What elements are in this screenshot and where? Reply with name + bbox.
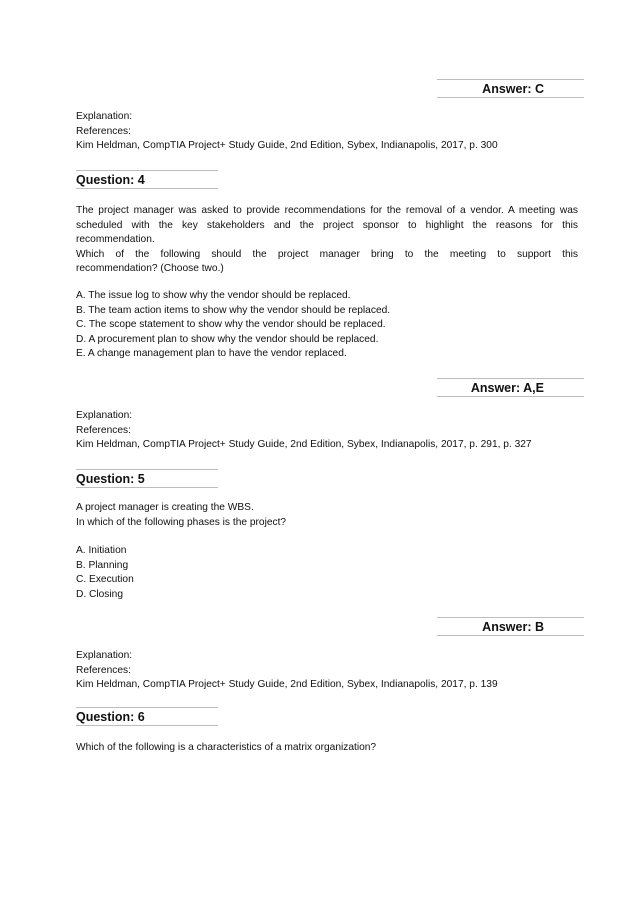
reference-citation: Kim Heldman, CompTIA Project+ Study Guide, 2nd Edition, Sybex, Indianapolis, 2017, p. 139 bbox=[76, 679, 498, 691]
references-heading: References: bbox=[76, 664, 131, 676]
reference-citation: Kim Heldman, CompTIA Project+ Study Guide, 2nd Edition, Sybex, Indianapolis, 2017, p. 300 bbox=[76, 140, 498, 152]
option-d: D. A procurement plan to show why the vendor should be replaced. bbox=[76, 333, 379, 345]
option-a: A. Initiation bbox=[76, 545, 127, 556]
answer-options bbox=[76, 544, 578, 602]
question-stem bbox=[76, 501, 578, 530]
question-title: Question: 5 bbox=[76, 469, 218, 488]
question-stem bbox=[76, 204, 578, 277]
references-heading: References: bbox=[76, 125, 131, 137]
explanation-heading: Explanation: bbox=[76, 650, 133, 661]
option-b: B. Planning bbox=[76, 559, 129, 571]
stem-line: The project manager was asked to provide recommendations for the removal of a vendor. A meeting was bbox=[76, 205, 578, 216]
explanation-heading: Explanation: bbox=[76, 111, 133, 122]
answer-label: Answer: A,E bbox=[437, 378, 584, 397]
reference-citation: Kim Heldman, CompTIA Project+ Study Guide, 2nd Edition, Sybex, Indianapolis, 2017, p. 291, p. 327 bbox=[76, 439, 532, 451]
option-e: E. A change management plan to have the vendor replaced. bbox=[76, 348, 347, 360]
answer-label: Answer: B bbox=[437, 617, 584, 636]
stem-line: recommendation. bbox=[76, 234, 155, 246]
references-heading: References: bbox=[76, 424, 131, 436]
stem-line: A project manager is creating the WBS. bbox=[76, 502, 254, 513]
option-a: A. The issue log to show why the vendor should be replaced. bbox=[76, 290, 351, 301]
option-b: B. The team action items to show why the vendor should be replaced. bbox=[76, 304, 391, 316]
explanation-block bbox=[76, 409, 578, 453]
explanation-block bbox=[76, 649, 578, 693]
stem-line: Which of the following is a characteristics of a matrix organization? bbox=[76, 742, 377, 753]
question-title: Question: 4 bbox=[76, 170, 218, 189]
question-stem bbox=[76, 741, 578, 756]
answer-label: Answer: C bbox=[437, 79, 584, 98]
question-title: Question: 6 bbox=[76, 707, 218, 726]
explanation-block bbox=[76, 110, 578, 154]
explanation-heading: Explanation: bbox=[76, 410, 133, 421]
stem-line: recommendation? (Choose two.) bbox=[76, 263, 224, 275]
stem-line: In which of the following phases is the project? bbox=[76, 516, 287, 528]
option-c: C. Execution bbox=[76, 574, 134, 586]
stem-line: Which of the following should the project manager bring to the meeting to support this bbox=[76, 248, 578, 260]
option-d: D. Closing bbox=[76, 588, 123, 600]
option-c: C. The scope statement to show why the vendor should be replaced. bbox=[76, 319, 386, 331]
stem-line: scheduled with the key stakeholders and the project sponsor to highlight the reasons for this bbox=[76, 219, 578, 231]
answer-options bbox=[76, 289, 578, 362]
